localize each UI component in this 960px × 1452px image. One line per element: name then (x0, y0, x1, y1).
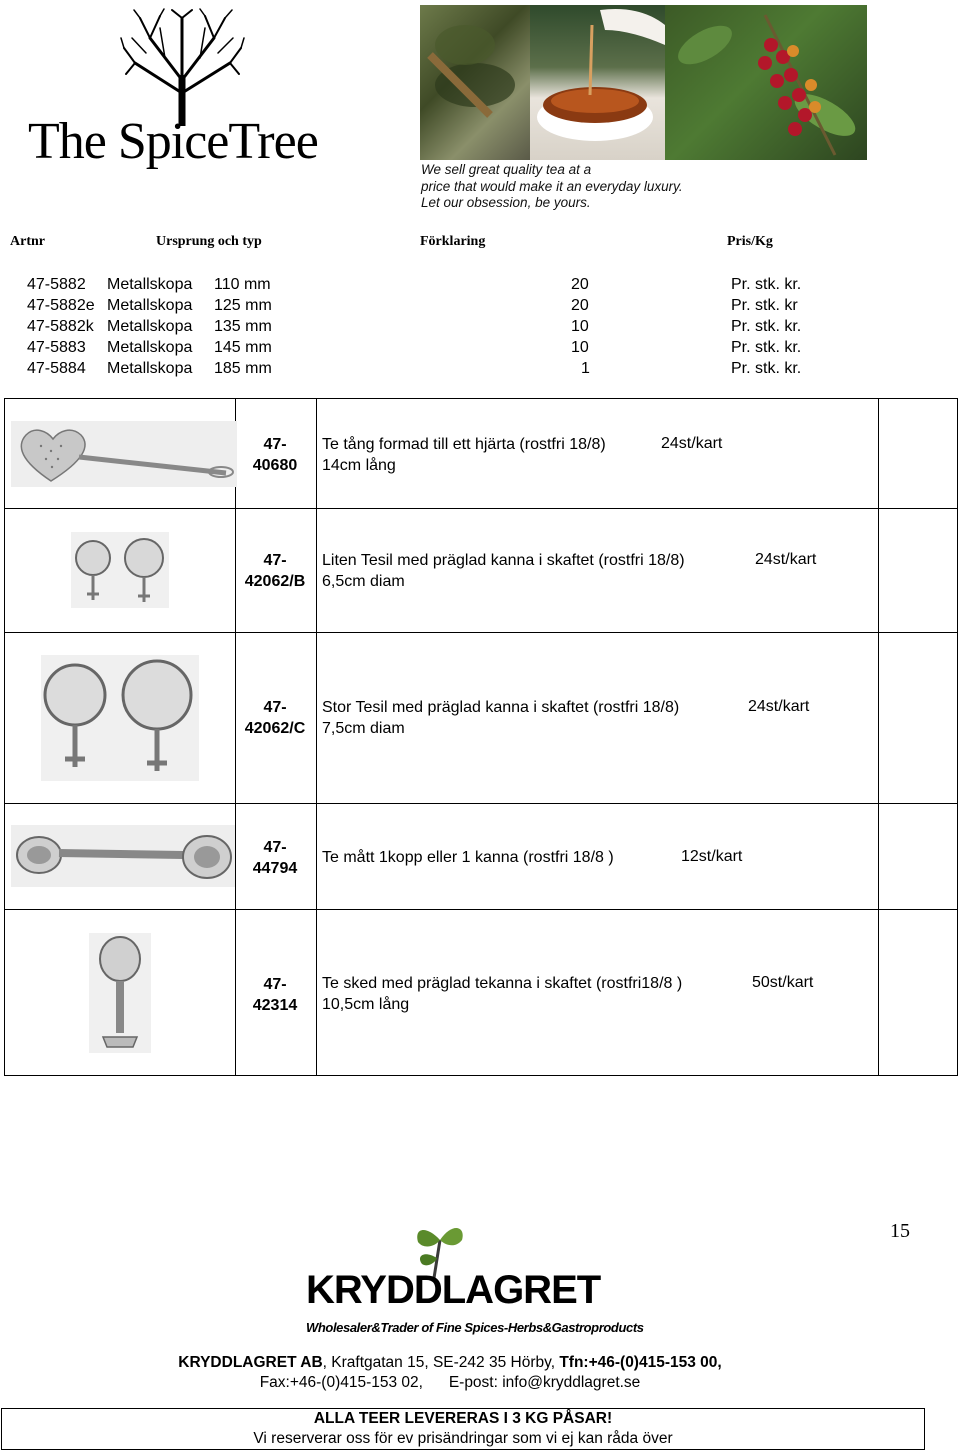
description-line: 7,5cm diam (322, 720, 405, 737)
item-size: 145 mm (214, 339, 272, 356)
pack-quantity: 50st/kart (752, 974, 814, 991)
pack-quantity: 24st/kart (748, 698, 810, 715)
page-number: 15 (890, 1220, 910, 1242)
description-line: 14cm lång (322, 457, 396, 474)
item-code: 47-5882e (27, 297, 95, 314)
article-prefix: 47- (263, 699, 287, 716)
item-price: Pr. stk. kr. (731, 339, 802, 356)
tea-leaves-photo (420, 5, 530, 160)
article-code: 42062/B (244, 573, 306, 590)
notice-box (1, 1408, 925, 1450)
article-code: 40680 (252, 457, 298, 474)
tea-spoon-icon (89, 933, 151, 1058)
article-number (235, 434, 315, 476)
column-header-forklaring: Förklaring (420, 234, 486, 249)
column-header-artnr: Artnr (10, 234, 45, 249)
description-line: Te tång formad till ett hjärta (rostfri 18/8) (322, 436, 606, 453)
pack-quantity: 24st/kart (755, 551, 817, 568)
spice-tree-logo-icon (120, 8, 245, 126)
article-prefix: 47- (263, 436, 287, 453)
contact-line (0, 1374, 900, 1392)
product-description (322, 550, 685, 592)
item-code: 47-5884 (27, 360, 86, 377)
item-qty: 20 (571, 276, 589, 293)
product-description (322, 697, 679, 739)
company-phone: Tfn:+46-(0)415-153 00, (559, 1354, 722, 1371)
article-number (235, 697, 315, 739)
article-prefix: 47- (263, 976, 287, 993)
item-price: Pr. stk. kr. (731, 360, 802, 377)
article-code: 42062/C (244, 720, 306, 737)
notice-disclaimer: Vi reserverar oss för ev prisändringar som vi ej kan råda över (253, 1430, 673, 1447)
item-name: Metallskopa (107, 339, 193, 356)
item-qty: 10 (571, 339, 589, 356)
description-line: 10,5cm lång (322, 996, 410, 1013)
item-code: 47-5882 (27, 276, 86, 293)
tagline-line: Let our obsession, be yours. (421, 195, 591, 210)
article-prefix: 47- (263, 552, 287, 569)
pack-quantity: 24st/kart (661, 435, 723, 452)
article-code: 42314 (252, 997, 298, 1014)
description-line: 6,5cm diam (322, 573, 405, 590)
coffee-cherries-photo (665, 5, 867, 160)
description-line: Stor Tesil med präglad kanna i skaftet (rostfri 18/8) (322, 699, 680, 716)
pack-quantity: 12st/kart (681, 848, 743, 865)
small-strainer-icon (71, 532, 169, 613)
tagline-line: price that would make it an everyday luxury. (421, 178, 683, 194)
article-number (235, 974, 315, 1016)
article-prefix: 47- (263, 839, 287, 856)
article-number (235, 550, 315, 592)
kryddlagret-name: KRYDDLAGRET (306, 1268, 601, 1312)
item-name: Metallskopa (107, 360, 193, 377)
item-price: Pr. stk. kr. (731, 318, 802, 335)
item-size: 125 mm (214, 297, 272, 314)
company-address: , Kraftgatan 15, SE-242 35 Hörby, (322, 1354, 560, 1371)
company-email: E-post: info@kryddlagret.se (448, 1374, 641, 1391)
company-name: KRYDDLAGRET AB (178, 1354, 323, 1371)
brand-name: The SpiceTree (28, 113, 318, 170)
product-description (322, 847, 614, 868)
kryddlagret-tagline: Wholesaler&Trader of Fine Spices-Herbs&Gastroproducts (306, 1320, 644, 1335)
large-strainer-icon (41, 655, 199, 786)
description-line: Liten Tesil med präglad kanna i skaftet (rostfri 18/8) (322, 552, 685, 569)
item-price: Pr. stk. kr (731, 297, 798, 314)
item-code: 47-5883 (27, 339, 86, 356)
item-qty: 10 (571, 318, 589, 335)
description-line: Te mått 1kopp eller 1 kanna (rostfri 18/8 ) (322, 849, 614, 866)
item-name: Metallskopa (107, 276, 193, 293)
item-qty: 1 (581, 360, 590, 377)
item-size: 135 mm (214, 318, 272, 335)
item-size: 185 mm (214, 360, 272, 377)
article-number (235, 837, 315, 879)
measuring-spoon-icon (11, 825, 235, 892)
description-line: Te sked med präglad tekanna i skaftet (rostfri18/8 ) (322, 975, 683, 992)
header-photos (420, 5, 867, 160)
item-price: Pr. stk. kr. (731, 276, 802, 293)
tagline (421, 162, 683, 212)
product-table (4, 398, 958, 1076)
heart-infuser-icon (11, 421, 237, 492)
column-header-ursprung: Ursprung och typ (156, 234, 262, 249)
tea-cup-photo (530, 5, 665, 160)
article-code: 44794 (252, 860, 298, 877)
column-header-pris: Pris/Kg (727, 234, 773, 249)
item-name: Metallskopa (107, 297, 193, 314)
item-size: 110 mm (214, 276, 271, 293)
product-description (322, 434, 606, 476)
item-qty: 20 (571, 297, 589, 314)
contact-line (0, 1354, 900, 1372)
item-code: 47-5882k (27, 318, 94, 335)
company-fax: Fax:+46-(0)415-153 02, (259, 1374, 423, 1391)
item-name: Metallskopa (107, 318, 193, 335)
product-description (322, 973, 682, 1015)
tagline-line: We sell great quality tea at a (421, 162, 592, 177)
notice-headline: ALLA TEER LEVERERAS I 3 KG PÅSAR! (313, 1410, 613, 1427)
